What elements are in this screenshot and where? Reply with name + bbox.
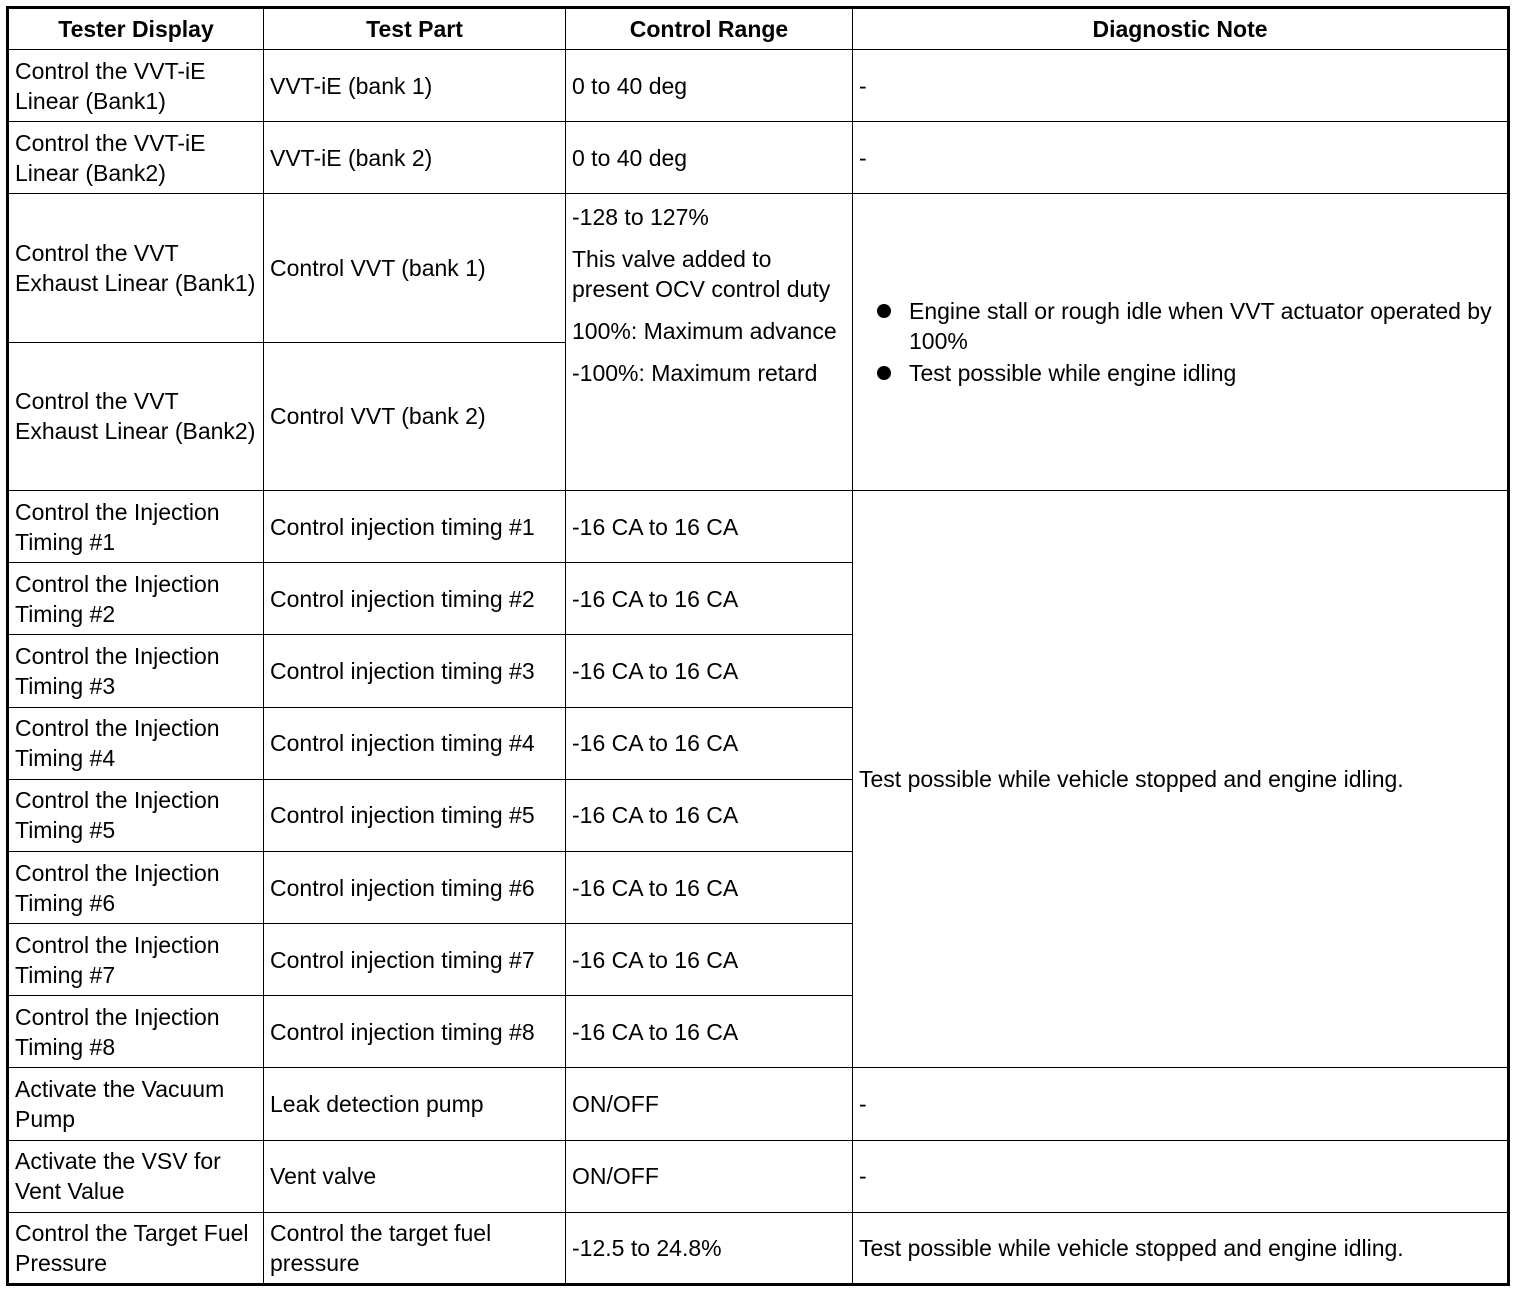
header-control-range: Control Range bbox=[566, 8, 853, 50]
test-part-cell: Vent valve bbox=[264, 1140, 566, 1212]
note-bullet-list bbox=[859, 296, 1501, 388]
control-range-cell: -16 CA to 16 CA bbox=[566, 707, 853, 779]
test-part-cell: Control injection timing #3 bbox=[264, 635, 566, 707]
header-row bbox=[8, 8, 1509, 50]
test-part-cell: Control injection timing #2 bbox=[264, 563, 566, 635]
header-tester-display: Tester Display bbox=[8, 8, 264, 50]
control-range-cell: -16 CA to 16 CA bbox=[566, 851, 853, 923]
control-range-cell: 0 to 40 deg bbox=[566, 50, 853, 122]
bullet-icon bbox=[877, 366, 891, 380]
tester-display-cell: Control the Injection Timing #8 bbox=[8, 996, 264, 1068]
table-row bbox=[8, 122, 1509, 194]
table-row bbox=[8, 1068, 1509, 1140]
tester-display-cell: Control the Injection Timing #4 bbox=[8, 707, 264, 779]
diagnostic-note-cell: - bbox=[853, 122, 1509, 194]
table-row bbox=[8, 491, 1509, 563]
control-range-cell: -12.5 to 24.8% bbox=[566, 1212, 853, 1284]
active-test-table bbox=[6, 6, 1510, 1286]
table-row bbox=[8, 1140, 1509, 1212]
diagnostic-note-cell: - bbox=[853, 1068, 1509, 1140]
table-row bbox=[8, 1212, 1509, 1284]
diagnostic-note-cell: Test possible while vehicle stopped and engine idling. bbox=[853, 491, 1509, 1068]
control-range-cell: 0 to 40 deg bbox=[566, 122, 853, 194]
tester-display-cell: Activate the Vacuum Pump bbox=[8, 1068, 264, 1140]
tester-display-cell: Control the Injection Timing #5 bbox=[8, 779, 264, 851]
control-range-cell: ON/OFF bbox=[566, 1140, 853, 1212]
control-range-cell: -16 CA to 16 CA bbox=[566, 924, 853, 996]
diagnostic-note-cell: Test possible while vehicle stopped and engine idling. bbox=[853, 1212, 1509, 1284]
test-part-cell: Control VVT (bank 2) bbox=[264, 342, 566, 490]
control-range-cell: ON/OFF bbox=[566, 1068, 853, 1140]
tester-display-cell: Control the Injection Timing #7 bbox=[8, 924, 264, 996]
test-part-cell: Control injection timing #6 bbox=[264, 851, 566, 923]
test-part-cell: Control injection timing #4 bbox=[264, 707, 566, 779]
test-part-cell: Control injection timing #5 bbox=[264, 779, 566, 851]
tester-display-cell: Activate the VSV for Vent Value bbox=[8, 1140, 264, 1212]
test-part-cell: Control the target fuel pressure bbox=[264, 1212, 566, 1284]
test-part-cell: Leak detection pump bbox=[264, 1068, 566, 1140]
range-line: This valve added to present OCV control duty bbox=[572, 246, 831, 303]
list-item bbox=[859, 358, 1501, 388]
test-part-cell: Control VVT (bank 1) bbox=[264, 194, 566, 342]
test-part-cell: Control injection timing #1 bbox=[264, 491, 566, 563]
diagnostic-note-cell: - bbox=[853, 50, 1509, 122]
note-text: Test possible while engine idling bbox=[909, 360, 1237, 387]
control-range-cell: -16 CA to 16 CA bbox=[566, 996, 853, 1068]
diagnostic-note-cell: - bbox=[853, 1140, 1509, 1212]
control-range-cell: -16 CA to 16 CA bbox=[566, 491, 853, 563]
tester-display-cell: Control the VVT-iE Linear (Bank2) bbox=[8, 122, 264, 194]
control-range-cell: -16 CA to 16 CA bbox=[566, 779, 853, 851]
tester-display-cell: Control the Injection Timing #1 bbox=[8, 491, 264, 563]
header-test-part: Test Part bbox=[264, 8, 566, 50]
range-line: -100%: Maximum retard bbox=[572, 360, 818, 387]
control-range-cell: -16 CA to 16 CA bbox=[566, 635, 853, 707]
note-text: Engine stall or rough idle when VVT actuator operated by 100% bbox=[909, 298, 1492, 355]
bullet-icon bbox=[877, 304, 891, 318]
control-range-cell: -16 CA to 16 CA bbox=[566, 563, 853, 635]
table-row bbox=[8, 50, 1509, 122]
test-part-cell: VVT-iE (bank 2) bbox=[264, 122, 566, 194]
list-item bbox=[859, 296, 1501, 356]
range-line: 100%: Maximum advance bbox=[572, 318, 837, 345]
control-range-cell bbox=[566, 194, 853, 491]
test-part-cell: Control injection timing #7 bbox=[264, 924, 566, 996]
tester-display-cell: Control the Target Fuel Pressure bbox=[8, 1212, 264, 1284]
range-line: -128 to 127% bbox=[572, 204, 709, 231]
tester-display-cell: Control the Injection Timing #3 bbox=[8, 635, 264, 707]
test-part-cell: VVT-iE (bank 1) bbox=[264, 50, 566, 122]
test-part-cell: Control injection timing #8 bbox=[264, 996, 566, 1068]
tester-display-cell: Control the Injection Timing #6 bbox=[8, 851, 264, 923]
diagnostic-note-cell bbox=[853, 194, 1509, 491]
table-row bbox=[8, 194, 1509, 342]
tester-display-cell: Control the VVT Exhaust Linear (Bank1) bbox=[8, 194, 264, 342]
tester-display-cell: Control the Injection Timing #2 bbox=[8, 563, 264, 635]
tester-display-cell: Control the VVT-iE Linear (Bank1) bbox=[8, 50, 264, 122]
tester-display-cell: Control the VVT Exhaust Linear (Bank2) bbox=[8, 342, 264, 490]
header-diagnostic-note: Diagnostic Note bbox=[853, 8, 1509, 50]
